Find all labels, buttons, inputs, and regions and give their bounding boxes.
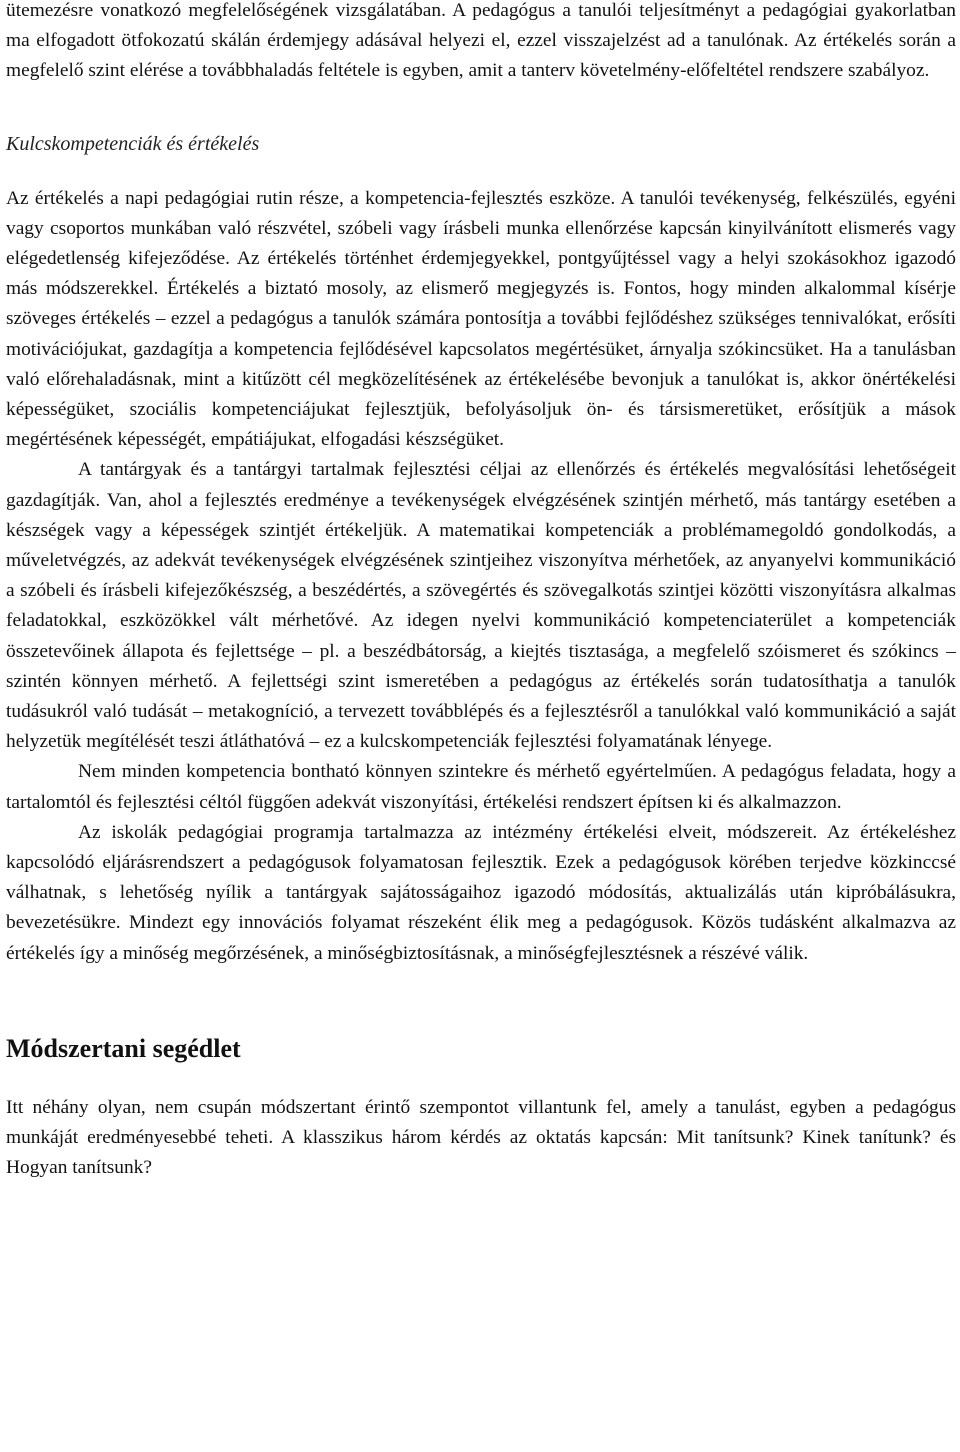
paragraph-methodology-intro: Itt néhány olyan, nem csupán módszertant érintő szempontot villantunk fel, amely a tanulást, egyben a pedagógus munkáját eredményesebbé teheti. A klasszikus három kérdés az oktatás kapcsán: Mit tanítsunk? Kinek tanítunk? és Hogyan tanítsunk? [6, 1096, 956, 1179]
paragraph-not-all-competences: Nem minden kompetencia bontható könnyen szintekre és mérhető egyértelműen. A pedagógus feladata, hogy a tartalomtól és fejlesztési céltól függően adekvát viszonyítási, értékelési rendszert építsen ki és alkalmazzon. [6, 761, 956, 813]
document-page [6, 0, 956, 1184]
section-title-methodology: Módszertani segédlet [6, 1033, 241, 1063]
intro-paragraph: ütemezésre vonatkozó megfelelőségének vizsgálatában. A pedagógus a tanulói teljesítményt a pedagógiai gyakorlatban ma elfogadott ötfokozatú skálán érdemjegy adásával helyezi el, ezzel visszajelzést ad a tanulónak. Az értékelés során a megfelelő szint elérése a továbbhaladás feltétele is egyben, amit a tanterv követelmény-előfeltétel rendszere szabályoz. [6, 0, 956, 82]
subheading-key-competences: Kulcskompetenciák és értékelés [6, 132, 260, 155]
paragraph-school-programs: Az iskolák pedagógiai programja tartalmazza az intézmény értékelési elveit, módszereit. Az értékeléshez kapcsolódó eljárásrendszert a pedagógusok folyamatosan fejlesztik. Ezek a pedagógusok körében terjedve közkinccsé válhatnak, s lehetőség nyílik a tantárgyak sajátosságaihoz igazodó módosítás, aktualizálás után kipróbálásukra, bevezetésükre. Mindezt egy innovációs folyamat részeként élik meg a pedagógusok. Közös tudásként alkalmazva az értékelés így a minőség megőrzésének, a minőségbiztosításnak, a minőségfejlesztésnek a részévé válik. [6, 821, 956, 964]
paragraph-evaluation-routine: Az értékelés a napi pedagógiai rutin része, a kompetencia-fejlesztés eszköze. A tanulói tevékenység, felkészülés, egyéni vagy csoportos munkában való részvétel, szóbeli vagy írásbeli munka ellenőrzése kapcsán kinyilvánított elismerés vagy elégedetlenség kifejeződése. Az értékelés történhet érdemjegyekkel, pontgyűjtéssel vagy a helyi szokásokhoz igazodó más módszerekkel. Értékelés a biztató mosoly, az elismerő megjegyzés is. Fontos, hogy minden alkalommal kísérje szöveges értékelés – ezzel a pedagógus a tanulók számára pontosítja a további fejlődéshez szükséges tennivalókat, erősíti motivációjukat, gazdagítja a kompetencia fejlődésével kapcsolatos megértésüket, árnyalja szókincsüket. Ha a tanulásban való előrehaladásnak, mint a kitűzött cél megközelítésének az értékelésébe bevonjuk a tanulókat is, akkor önértékelési képességüket, szociális kompetenciájukat fejlesztjük, befolyásoljuk ön- és társismeretüket, erősítjük a mások megértésének képességét, empátiájukat, elfogadási készségüket. [6, 187, 956, 451]
paragraph-subject-goals: A tantárgyak és a tantárgyi tartalmak fejlesztési céljai az ellenőrzés és értékelés megvalósítási lehetőségeit gazdagítják. Van, ahol a fejlesztés eredménye a tevékenységek elvégzésének szintjén mérhető, más tantárgy esetében a készségek vagy a képességek szintjét értékeljük. A matematikai kompetenciák a problémamegoldó gondolkodás, a műveletvégzés, az adekvát tevékenységek elvégzésének szintjeihez viszonyítva mérhetőek, az anyanyelvi kommunikáció a szóbeli és írásbeli kifejezőkészség, a beszédértés, a szövegértés és szövegalkotás szintjei közötti viszonyításra alkalmas feladatokkal, eszközökkel vált mérhetővé. Az idegen nyelvi kommunikáció kompetenciaterület a kompetenciák összetevőinek állapota és fejlettsége – pl. a beszédbátorság, a kiejtés tisztasága, a megfelelő szóismeret és szókincs – szintén könnyen mérhető. A fejlettségi szint ismeretében a pedagógus az értékelés során tudatosíthatja a tanulók tudásukról való tudását – metakogníció, a tervezett továbblépés és a fejlesztésről a tanulókkal való kommunikáció a saját helyzetük megítélését teszi átláthatóvá – ez a kulcskompetenciák fejlesztési folyamatának lényege. [6, 459, 956, 753]
